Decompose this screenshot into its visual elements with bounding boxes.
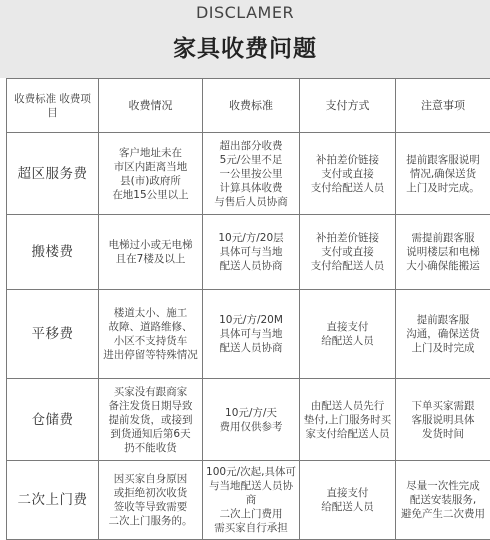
row-item-label: 搬楼费 (7, 215, 99, 290)
cell-situation (99, 379, 203, 461)
row-item-label: 超区服务费 (7, 133, 99, 215)
cell-payment-text: 补拍差价链接 支付或直接 支付给配送人员 (302, 231, 393, 273)
cell-situation-text: 因买家自身原因 或拒绝初次收货 签收等导致需要 二次上门服务的。 (101, 472, 200, 528)
column-header-notes: 注意事项 (396, 79, 490, 133)
cell-notes-text: 下单买家需跟 客服说明具体 发货时间 (398, 399, 488, 441)
cell-standard (203, 290, 300, 379)
table-row (7, 379, 490, 461)
table-row (7, 133, 490, 215)
cell-payment-text: 补拍差价链接 支付或直接 支付给配送人员 (302, 153, 393, 195)
table-header-row (7, 79, 490, 133)
cell-standard-text: 10元/方/20层 具体可与当地 配送人员协商 (205, 231, 297, 273)
corner-header-cell (7, 79, 99, 133)
cell-situation (99, 461, 203, 540)
cell-standard-text: 10元/方/天 费用仅供参考 (205, 406, 297, 434)
cell-payment-text: 直接支付 给配送人员 (302, 486, 393, 514)
cell-standard-text: 超出部分收费 5元/公里不足 一公里按公里 计算具体收费 与售后人员协商 (205, 139, 297, 209)
table-row (7, 215, 490, 290)
header-banner (0, 0, 490, 78)
cell-payment (300, 461, 396, 540)
cell-standard (203, 215, 300, 290)
cell-situation-text: 客户地址未在 市区内距离当地 县(市)政府所 在地15公里以上 (101, 146, 200, 202)
cell-situation-text: 楼道太小、施工 故障、道路维修、 小区不支持货车 进出停留等特殊情况 (101, 306, 200, 362)
row-item-label: 二次上门费 (7, 461, 99, 540)
cell-notes (396, 290, 490, 379)
cell-notes-text: 提前跟客服 沟通，确保送货 上门及时完成 (398, 313, 488, 355)
column-header-situation: 收费情况 (99, 79, 203, 133)
corner-label-item: 收费项目 (47, 93, 91, 119)
cell-notes (396, 215, 490, 290)
page-title: 家具收费问题 (0, 30, 490, 63)
table-row (7, 461, 490, 540)
cell-standard-text: 10元/方/20M 具体可与当地 配送人员协商 (205, 313, 297, 355)
cell-situation (99, 133, 203, 215)
row-item-label: 仓储费 (7, 379, 99, 461)
cell-situation-text: 电梯过小或无电梯 且在7楼及以上 (101, 238, 200, 266)
cell-situation-text: 买家没有跟商家 备注发货日期导致 提前发货，或接到 到货通知后第6天 扔不能收货 (101, 385, 200, 455)
column-header-payment: 支付方式 (300, 79, 396, 133)
row-item-label: 平移费 (7, 290, 99, 379)
cell-payment (300, 215, 396, 290)
cell-notes-text: 需提前跟客服 说明楼层和电梯 大小确保能搬运 (398, 231, 488, 273)
column-header-standard: 收费标准 (203, 79, 300, 133)
cell-situation (99, 215, 203, 290)
cell-standard (203, 133, 300, 215)
cell-notes (396, 133, 490, 215)
table-row (7, 290, 490, 379)
cell-standard-text: 100元/次起,具体可 与当地配送人员协商 二次上门费用 需买家自行承担 (205, 465, 297, 535)
cell-payment (300, 290, 396, 379)
cell-standard (203, 461, 300, 540)
cell-notes-text: 提前跟客服说明 情况,确保送货 上门及时完成。 (398, 153, 488, 195)
fee-table (6, 78, 490, 540)
cell-payment-text: 直接支付 给配送人员 (302, 320, 393, 348)
cell-payment-text: 由配送人员先行 垫付,上门服务时买 家支付给配送人员 (302, 399, 393, 441)
header-subtitle: DISCLAMER (0, 3, 490, 22)
cell-situation (99, 290, 203, 379)
cell-notes (396, 379, 490, 461)
cell-payment (300, 133, 396, 215)
corner-label-standard: 收费标准 (14, 93, 56, 105)
cell-notes-text: 尽量一次性完成 配送安装服务, 避免产生二次费用 (398, 479, 488, 521)
cell-standard (203, 379, 300, 461)
cell-notes (396, 461, 490, 540)
cell-payment (300, 379, 396, 461)
